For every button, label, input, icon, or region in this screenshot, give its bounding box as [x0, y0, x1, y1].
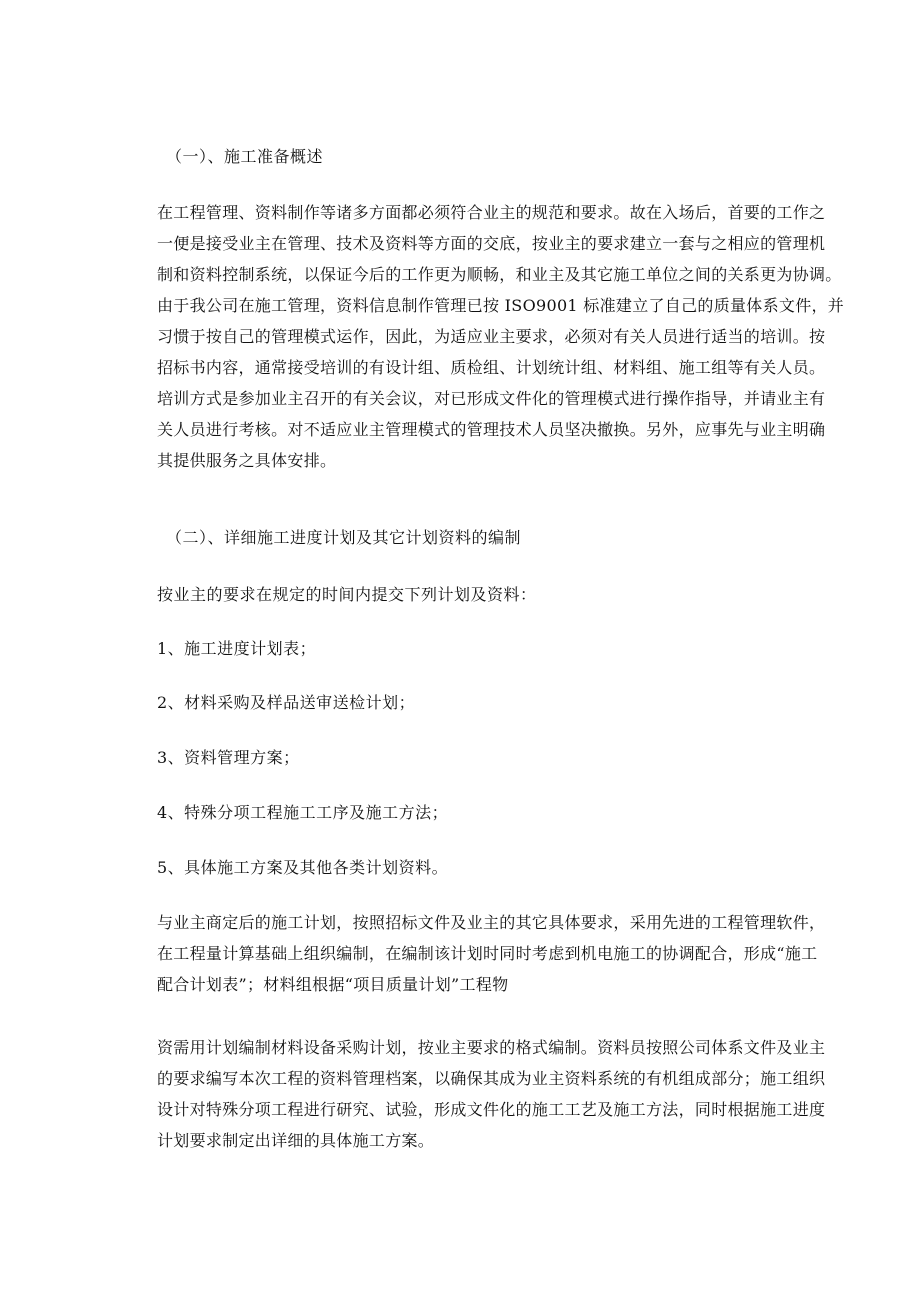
paragraph-line: 计划要求制定出详细的具体施工方案。 — [157, 1131, 435, 1150]
paragraph-line: 设计对特殊分项工程进行研究、试验，形成文件化的施工工艺及施工方法，同时根据施工进度 — [157, 1100, 826, 1119]
paragraph-line: 其提供服务之具体安排。 — [157, 451, 337, 470]
section1-paragraph — [157, 197, 847, 476]
list-item: 5、具体施工方案及其他各类计划资料。 — [157, 858, 449, 877]
section2-paragraph-3 — [157, 1032, 847, 1156]
paragraph-line: 制和资料控制系统，以保证今后的工作更为顺畅，和业主及其它施工单位之间的关系更为协调。 — [157, 265, 842, 284]
section1-heading: （一）、施工准备概述 — [166, 147, 324, 166]
paragraph-line: 配合计划表”；材料组根据“项目质量计划”工程物 — [157, 975, 509, 994]
paragraph-line: 资需用计划编制材料设备采购计划，按业主要求的格式编制。资料员按照公司体系文件及业主 — [157, 1038, 826, 1057]
paragraph-line: 的要求编写本次工程的资料管理档案，以确保其成为业主资料系统的有机组成部分；施工组织 — [157, 1069, 826, 1088]
list-item: 4、特殊分项工程施工工序及施工方法； — [157, 803, 449, 822]
section2-heading: （二）、详细施工进度计划及其它计划资料的编制 — [166, 528, 522, 547]
paragraph-line: 招标书内容，通常接受培训的有设计组、质检组、计划统计组、材料组、施工组等有关人员。 — [157, 358, 826, 377]
paragraph-line: 习惯于按自己的管理模式运作，因此，为适应业主要求，必须对有关人员进行适当的培训。按 — [157, 327, 826, 346]
paragraph-line: 在工程管理、资料制作等诸多方面都必须符合业主的规范和要求。故在入场后，首要的工作之 — [157, 203, 826, 222]
section2-intro: 按业主的要求在规定的时间内提交下列计划及资料： — [157, 585, 537, 604]
list-item: 2、材料采购及样品送审送检计划； — [157, 693, 416, 712]
paragraph-line: 一便是接受业主在管理、技术及资料等方面的交底，按业主的要求建立一套与之相应的管理机 — [157, 234, 826, 253]
paragraph-line: 培训方式是参加业主召开的有关会议，对已形成文件化的管理模式进行操作指导，并请业主有 — [157, 389, 826, 408]
section2-paragraph-2 — [157, 907, 847, 1000]
paragraph-line: 在工程量计算基础上组织编制，在编制该计划时同时考虑到机电施工的协调配合，形成“施工 — [157, 944, 818, 963]
list-item: 1、施工进度计划表； — [157, 639, 317, 658]
paragraph-line: 与业主商定后的施工计划，按照招标文件及业主的其它具体要求，采用先进的工程管理软件， — [157, 913, 826, 932]
paragraph-line: 关人员进行考核。对不适应业主管理模式的管理技术人员坚决撤换。另外，应事先与业主明确 — [157, 420, 826, 439]
list-item: 3、资料管理方案； — [157, 748, 300, 767]
paragraph-line: 由于我公司在施工管理，资料信息制作管理已按 ISO9001 标准建立了自己的质量体系文件，并 — [157, 296, 845, 315]
